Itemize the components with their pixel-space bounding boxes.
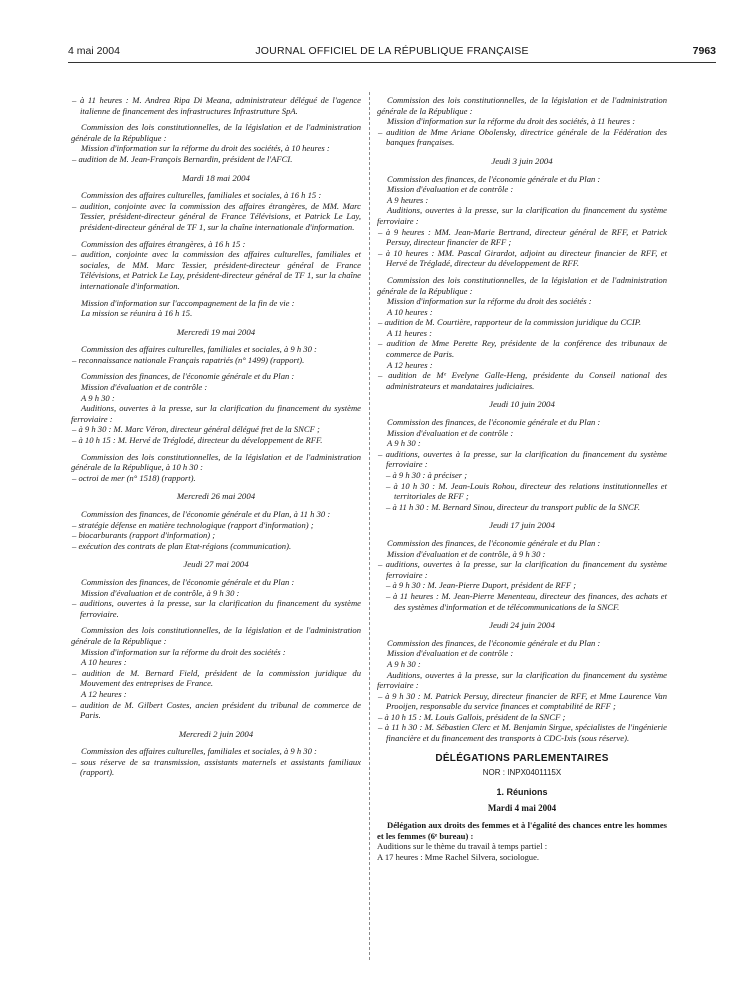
paragraph: Mission d'information sur la réforme du droit des sociétés, à 11 heures :: [387, 116, 636, 127]
paragraph: Commission des lois constitutionnelles, de la législation et de l'administration générale de la République :: [71, 625, 361, 646]
paragraph: Auditions, ouvertes à la presse, sur la clarification du financement du système ferroviaire :: [377, 669, 667, 691]
paragraph: Commission des affaires culturelles, familiales et sociales, à 16 h 15 :: [81, 190, 322, 201]
paragraph: Délégation aux droits des femmes et à l'égalité des chances entre les hommes et les femmes (6ᵉ bureau) :: [377, 820, 667, 841]
date-heading: Jeudi 10 juin 2004: [489, 399, 555, 410]
paragraph: – audition de M. Gilbert Costes, ancien président du tribunal de commerce de Paris.: [72, 699, 361, 721]
paragraph: Commission des affaires étrangères, à 16 h 15 :: [81, 238, 246, 249]
paragraph: A 11 heures :: [387, 327, 432, 338]
paragraph: – audition de M. Bernard Field, président de la commission juridique du Mouvement des entreprises de France.: [72, 667, 361, 689]
left-column: [71, 95, 361, 778]
column-divider: [369, 92, 370, 960]
paragraph: – audition de M. Courtière, rapporteur de la commission juridique du CCIP.: [378, 317, 642, 328]
paragraph: A 10 heures :: [81, 657, 127, 668]
paragraph: Commission des finances, de l'économie générale et du Plan :: [387, 173, 601, 184]
header-date: 4 mai 2004: [68, 45, 120, 57]
paragraph: – stratégie défense en matière technologique (rapport d'information) ;: [72, 519, 314, 530]
paragraph: – reconnaissance nationale Français rapatriés (n° 1499) (rapport).: [72, 354, 305, 365]
paragraph: Commission des finances, de l'économie générale et du Plan :: [81, 576, 295, 587]
paragraph: – à 9 h 30 : M. Marc Véron, directeur général délégué fret de la SNCF ;: [72, 424, 320, 435]
journal-title: JOURNAL OFFICIEL DE LA RÉPUBLIQUE FRANÇAISE: [255, 45, 529, 57]
date-heading: Mercredi 19 mai 2004: [176, 326, 256, 337]
paragraph: A 9 heures :: [387, 194, 429, 205]
paragraph: – auditions, ouvertes à la presse, sur la clarification du financement du système ferroviaire.: [72, 598, 361, 619]
paragraph: Mission d'évaluation et de contrôle, à 9 h 30 :: [387, 548, 546, 559]
paragraph: – exécution des contrats de plan Etat-régions (communication).: [72, 540, 292, 551]
date-heading: Mardi 18 mai 2004: [182, 172, 250, 183]
paragraph: Auditions sur le thème du travail à temps partiel :: [377, 841, 548, 852]
date-heading: Mercredi 26 mai 2004: [176, 491, 256, 502]
paragraph: – audition de Mme Ariane Obolensky, directrice générale de la Fédération des banques françaises.: [378, 126, 667, 148]
paragraph: Commission des finances, de l'économie générale et du Plan :: [387, 637, 601, 648]
paragraph: A 9 h 30 :: [387, 658, 421, 669]
paragraph: A 17 heures : Mme Rachel Silvera, sociologue.: [377, 851, 540, 862]
date-heading: Jeudi 27 mai 2004: [183, 559, 249, 570]
page-header: [68, 45, 716, 61]
paragraph: Auditions, ouvertes à la presse, sur la clarification du financement du système ferroviaire :: [377, 205, 667, 226]
date-heading: Mardi 4 mai 2004: [487, 803, 557, 814]
paragraph: – auditions, ouvertes à la presse, sur la clarification du financement du système ferroviaire :: [378, 559, 667, 580]
paragraph: La mission se réunira à 16 h 15.: [81, 308, 193, 319]
paragraph: – audition, conjointe avec la commission des affaires culturelles, familiales et sociales, de MM. Marc Tessier, président-directeur général de France Télévisions, et Patrick Le Lay, président-directeur général de TF 1, sur la chaîne internationale d'information.: [72, 249, 361, 291]
paragraph: Mission d'information sur la réforme du droit des sociétés :: [387, 296, 592, 307]
page-number: 7963: [692, 45, 716, 57]
paragraph: A 10 heures :: [387, 306, 433, 317]
paragraph: – à 10 h 15 : M. Hervé de Tréglodé, directeur du développement de RFF.: [72, 435, 323, 446]
paragraph: A 12 heures :: [387, 359, 433, 370]
subsection-heading: 1. Réunions: [496, 786, 548, 797]
paragraph: – à 10 h 15 : M. Louis Gallois, président de la SNCF ;: [378, 711, 566, 722]
paragraph: – à 11 h 30 : M. Sébastien Clerc et M. Benjamin Sirgue, spécialistes de l'ingénierie financière et du financement des transports à CDC-Ixis (sous réserve).: [378, 722, 667, 744]
paragraph: A 9 h 30 :: [387, 438, 421, 449]
paragraph: – audition de M. Jean-François Bernardin, président de l'AFCI.: [72, 153, 293, 164]
paragraph: Commission des affaires culturelles, familiales et sociales, à 9 h 30 :: [81, 746, 317, 757]
paragraph: – à 9 h 30 : M. Jean-Pierre Duport, président de RFF ;: [386, 580, 577, 591]
date-heading: Jeudi 3 juin 2004: [491, 155, 553, 166]
header-rule: [68, 62, 716, 63]
paragraph: Commission des affaires culturelles, familiales et sociales, à 9 h 30 :: [81, 344, 317, 355]
paragraph: – audition, conjointe avec la commission des affaires étrangères, de MM. Marc Tessier, président-directeur général de France Télévisions, et Patrick Le Lay, président-directeur général de TF 1, sur la chaîne internationale d'information.: [72, 200, 361, 232]
paragraph: – audition de Mᵉ Evelyne Galle-Heng, présidente du Conseil national des administrateurs et mandataires judiciaires.: [378, 370, 667, 391]
paragraph: Mission d'évaluation et de contrôle, à 9 h 30 :: [81, 587, 240, 598]
paragraph: Mission d'évaluation et de contrôle :: [387, 184, 514, 195]
right-column: [377, 95, 667, 862]
paragraph: – octroi de mer (n° 1518) (rapport).: [72, 472, 196, 483]
paragraph: Mission d'information sur la réforme du droit des sociétés, à 10 heures :: [81, 143, 330, 154]
paragraph: Commission des finances, de l'économie générale et du Plan, à 11 h 30 :: [81, 509, 331, 519]
paragraph: Commission des lois constitutionnelles, de la législation et de l'administration générale de la République, à 10 h 30 :: [71, 451, 361, 473]
paragraph: Mission d'évaluation et de contrôle :: [81, 382, 208, 393]
paragraph: – à 9 h 30 : M. Patrick Persuy, directeur financier de RFF, et Mme Laurence Van Prooijen, responsable du service finances et comptabilité de RFF ;: [378, 690, 667, 712]
paragraph: Commission des finances, de l'économie générale et du Plan :: [81, 371, 295, 382]
nor-reference: NOR : INPX0401115X: [482, 768, 562, 778]
paragraph: Mission d'information sur l'accompagnement de la fin de vie :: [81, 297, 295, 308]
paragraph: – audition de Mme Perette Rey, présidente de la conférence des tribunaux de commerce de Paris.: [378, 338, 667, 360]
paragraph: Auditions, ouvertes à la presse, sur la clarification du financement du système ferroviaire :: [71, 403, 361, 424]
paragraph: Mission d'information sur la réforme du droit des sociétés :: [81, 646, 286, 657]
paragraph: – à 10 h 30 : M. Jean-Louis Rohou, directeur des relations institutionnelles et territoriales de RFF ;: [386, 480, 667, 502]
paragraph: – à 11 h 30 : M. Bernard Sinou, directeur du transport public de la SNCF.: [386, 501, 640, 512]
section-heading: DÉLÉGATIONS PARLEMENTAIRES: [435, 752, 609, 764]
paragraph: – à 9 h 30 : à préciser ;: [386, 470, 468, 480]
paragraph: – biocarburants (rapport d'information) ;: [72, 530, 216, 541]
paragraph: Mission d'évaluation et de contrôle :: [387, 427, 514, 438]
paragraph: Commission des lois constitutionnelles, de la législation et de l'administration générale de la République :: [377, 95, 667, 116]
paragraph: Commission des lois constitutionnelles, de la législation et de l'administration générale de la République :: [71, 122, 361, 143]
date-heading: Mercredi 2 juin 2004: [178, 728, 254, 739]
paragraph: – à 10 heures : MM. Pascal Girardot, adjoint au directeur financier de RFF, et Hervé de Trégladé, directeur du développement de RFF.: [378, 247, 667, 269]
paragraph: Mission d'évaluation et de contrôle :: [387, 648, 514, 659]
paragraph: A 12 heures :: [81, 688, 127, 699]
paragraph: – à 11 heures : M. Jean-Pierre Menenteau, directeur des finances, des achats et des systèmes d'information et de télécommunications de la SNCF.: [386, 590, 667, 612]
paragraph: Commission des lois constitutionnelles, de la législation et de l'administration générale de la République :: [377, 274, 667, 296]
paragraph: – à 9 heures : MM. Jean-Marie Bertrand, directeur général de RFF, et Patrick Persuy, directeur financier de RFF ;: [378, 226, 667, 248]
paragraph: – à 11 heures : M. Andrea Ripa Di Meana, administrateur délégué de l'agence italienne de financement des infrastructures Infrastrutture SpA.: [72, 95, 361, 116]
paragraph: – sous réserve de sa transmission, assistants maternels et assistants familiaux (rapport).: [72, 756, 361, 778]
date-heading: Jeudi 24 juin 2004: [489, 620, 555, 631]
paragraph: – auditions, ouvertes à la presse, sur la clarification du financement du système ferroviaire :: [378, 448, 667, 470]
paragraph: A 9 h 30 :: [81, 392, 115, 403]
paragraph: Commission des finances, de l'économie générale et du Plan :: [387, 417, 601, 428]
date-heading: Jeudi 17 juin 2004: [489, 520, 555, 531]
paragraph: Commission des finances, de l'économie générale et du Plan :: [387, 537, 601, 548]
